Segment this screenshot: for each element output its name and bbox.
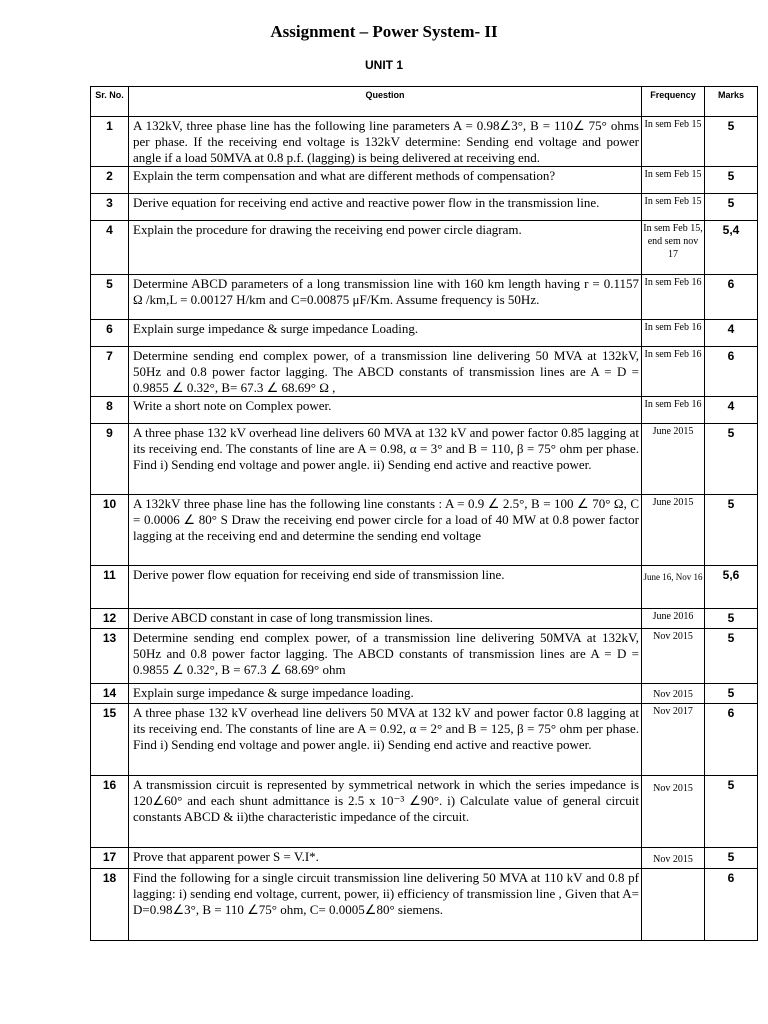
row-frequency: In sem Feb 15 [642, 117, 705, 167]
question-table [90, 86, 758, 941]
row-frequency [642, 869, 705, 941]
row-number: 18 [91, 869, 129, 941]
row-marks: 5 [705, 684, 758, 704]
row-question: A 132kV, three phase line has the following line parameters A = 0.98∠3°, B = 110∠ 75° ohms per phase. If the receiving end voltage is 132kV determine: Sending end voltage and power angle if a load 50MVA at 0.8 p.f. (lagging) is being delivered at receiving end. [129, 117, 642, 167]
row-frequency: June 2015 [642, 495, 705, 566]
header-question: Question [129, 87, 642, 117]
header-sr-no: Sr. No. [91, 87, 129, 117]
row-question: A three phase 132 kV overhead line delivers 60 MVA at 132 kV and power factor 0.85 lagging at its receiving end. The constants of line are A = 0.98, α = 3° and B = 110, β = 75° ohm per phase. Find i) Sending end voltage and power angle. ii) Sending end active and reactive power. [129, 424, 642, 495]
row-marks: 5,4 [705, 221, 758, 275]
document-title: Assignment – Power System- II [270, 22, 498, 41]
row-question: Write a short note on Complex power. [129, 397, 642, 424]
row-marks: 6 [705, 275, 758, 320]
table-row [91, 848, 758, 869]
row-number: 17 [91, 848, 129, 869]
row-number: 14 [91, 684, 129, 704]
row-frequency: In sem Feb 16 [642, 320, 705, 347]
row-number: 13 [91, 629, 129, 684]
row-question: Determine sending end complex power, of a transmission line delivering 50 MVA at 132kV, 50Hz and 0.8 power factor lagging. The ABCD constants of transmission lines are A = D = 0.9855 ∠ 0.32°, B= 67.3 ∠ 68.69° Ω , [129, 347, 642, 397]
table-row [91, 776, 758, 848]
row-marks: 5 [705, 194, 758, 221]
row-marks: 5 [705, 424, 758, 495]
table-row [91, 609, 758, 629]
row-number: 1 [91, 117, 129, 167]
row-question: Explain surge impedance & surge impedance Loading. [129, 320, 642, 347]
row-number: 5 [91, 275, 129, 320]
row-frequency: Nov 2015 [642, 848, 705, 869]
row-question: Find the following for a single circuit transmission line delivering 50 MVA at 110 kV and 0.8 pf lagging: i) sending end voltage, current, power, ii) efficiency of transmission line , Given that A= D=0.98∠3°, B = 110 ∠75° ohm, C= 0.0005∠80° siemens. [129, 869, 642, 941]
row-frequency: June 2015 [642, 424, 705, 495]
row-frequency: In sem Feb 15 [642, 194, 705, 221]
row-frequency: In sem Feb 16 [642, 347, 705, 397]
table-row [91, 629, 758, 684]
row-marks: 5 [705, 609, 758, 629]
row-frequency: June 16, Nov 16 [642, 566, 705, 609]
row-marks: 4 [705, 397, 758, 424]
row-frequency: In sem Feb 16 [642, 397, 705, 424]
row-question: Derive power flow equation for receiving end side of transmission line. [129, 566, 642, 609]
row-question: Explain the procedure for drawing the receiving end power circle diagram. [129, 221, 642, 275]
table-row [91, 424, 758, 495]
row-number: 6 [91, 320, 129, 347]
row-marks: 5 [705, 495, 758, 566]
row-number: 11 [91, 566, 129, 609]
row-number: 4 [91, 221, 129, 275]
table-row [91, 566, 758, 609]
table-row [91, 167, 758, 194]
row-marks: 5 [705, 629, 758, 684]
table-row [91, 117, 758, 167]
row-frequency: Nov 2015 [642, 776, 705, 848]
row-number: 16 [91, 776, 129, 848]
table-row [91, 397, 758, 424]
table-row [91, 495, 758, 566]
header-marks: Marks [705, 87, 758, 117]
table-row [91, 221, 758, 275]
row-marks: 5 [705, 117, 758, 167]
table-row [91, 194, 758, 221]
row-number: 2 [91, 167, 129, 194]
row-number: 15 [91, 704, 129, 776]
row-marks: 6 [705, 704, 758, 776]
row-number: 12 [91, 609, 129, 629]
row-question: Prove that apparent power S = V.I*. [129, 848, 642, 869]
row-question: Derive ABCD constant in case of long transmission lines. [129, 609, 642, 629]
row-frequency: In sem Feb 15 [642, 167, 705, 194]
row-number: 8 [91, 397, 129, 424]
row-frequency: Nov 2015 [642, 629, 705, 684]
row-question: Determine sending end complex power, of a transmission line delivering 50MVA at 132kV, 50Hz and 0.8 power factor lagging. The ABCD constants of transmission lines are A = D = 0.9855 ∠ 0.32°, B = 67.3 ∠ 68.69° ohm [129, 629, 642, 684]
row-marks: 5 [705, 848, 758, 869]
row-frequency: June 2016 [642, 609, 705, 629]
table-row [91, 869, 758, 941]
row-question: A 132kV three phase line has the following line constants : A = 0.9 ∠ 2.5°, B = 100 ∠ 70° Ω, C = 0.0006 ∠ 80° S Draw the receiving end power circle for a load of 40 MW at 0.8 power factor lagging at the receiving end and determine the sending end voltage [129, 495, 642, 566]
row-question: Explain surge impedance & surge impedance loading. [129, 684, 642, 704]
row-frequency: In sem Feb 15, end sem nov 17 [642, 221, 705, 275]
table-row [91, 347, 758, 397]
row-marks: 5,6 [705, 566, 758, 609]
table-row [91, 684, 758, 704]
row-frequency: In sem Feb 16 [642, 275, 705, 320]
table-row [91, 320, 758, 347]
row-question: A transmission circuit is represented by symmetrical network in which the series impedance is 120∠60° and each shunt admittance is 2.5 x 10⁻³ ∠90°. i) Calculate value of general circuit constants ABCD & ii)the characteristic impedance of the circuit. [129, 776, 642, 848]
row-question: A three phase 132 kV overhead line delivers 50 MVA at 132 kV and power factor 0.8 lagging at its receiving end. The constants of line are A = 0.92, α = 2° and B = 125, β = 75° ohm per phase. Find i) Sending end voltage and power angle. ii) Sending end active and reactive power. [129, 704, 642, 776]
row-marks: 5 [705, 776, 758, 848]
row-question: Explain the term compensation and what are different methods of compensation? [129, 167, 642, 194]
table-header-row [91, 87, 758, 117]
row-question: Derive equation for receiving end active and reactive power flow in the transmission line. [129, 194, 642, 221]
row-number: 7 [91, 347, 129, 397]
row-marks: 6 [705, 347, 758, 397]
row-frequency: Nov 2017 [642, 704, 705, 776]
row-marks: 6 [705, 869, 758, 941]
row-marks: 4 [705, 320, 758, 347]
table-row [91, 275, 758, 320]
unit-heading: UNIT 1 [364, 58, 403, 72]
header-frequency: Frequency [642, 87, 705, 117]
row-marks: 5 [705, 167, 758, 194]
table-row [91, 704, 758, 776]
row-number: 3 [91, 194, 129, 221]
row-number: 9 [91, 424, 129, 495]
row-frequency: Nov 2015 [642, 684, 705, 704]
row-number: 10 [91, 495, 129, 566]
row-question: Determine ABCD parameters of a long transmission line with 160 km length having r = 0.1157 Ω /km,L = 0.00127 H/km and C=0.00875 μF/Km. Assume frequency is 50Hz. [129, 275, 642, 320]
